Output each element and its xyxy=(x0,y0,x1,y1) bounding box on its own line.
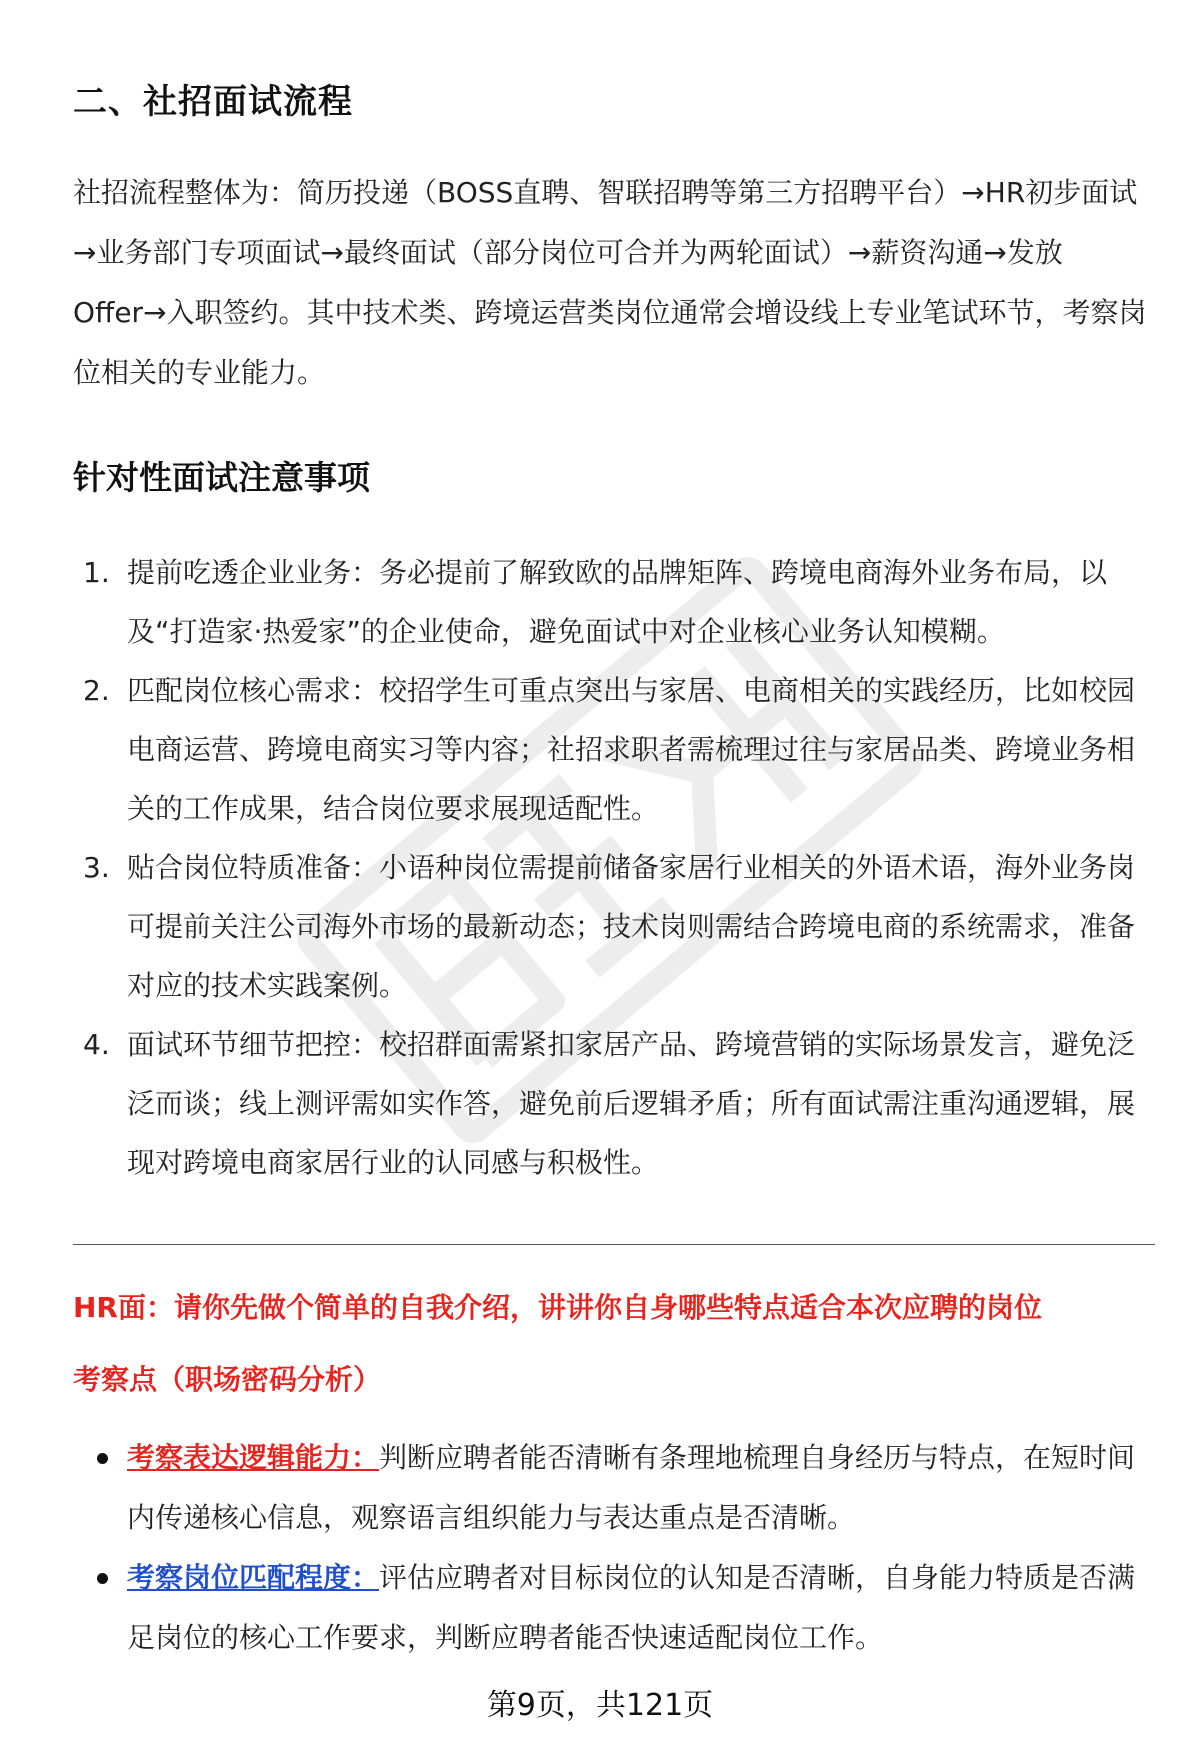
list-item xyxy=(73,1548,1155,1668)
intro-paragraph: 社招流程整体为：简历投递（BOSS直聘、智联招聘等第三方招聘平台）→HR初步面试→业务部门专项面试→最终面试（部分岗位可合并为两轮面试）→薪资沟通→发放Offer→入职签约。其中技术类、跨境运营类岗位通常会增设线上专业笔试环节，考察岗位相关的专业能力。 xyxy=(73,176,1147,389)
list-item xyxy=(73,1015,1155,1192)
tips-list xyxy=(73,543,1155,1192)
section-title: 二、社招面试流程 xyxy=(73,82,353,122)
bullet-icon xyxy=(97,1573,108,1584)
hr-question: HR面：请你先做个简单的自我介绍，讲讲你自身哪些特点适合本次应聘的岗位 xyxy=(73,1291,1042,1324)
list-item-text: 匹配岗位核心需求：校招学生可重点突出与家居、电商相关的实践经历，比如校园电商运营、跨境电商实习等内容；社招求职者需梳理过往与家居品类、跨境业务相关的工作成果，结合岗位要求展现适配性。 xyxy=(127,674,1136,825)
list-item-text: 贴合岗位特质准备：小语种岗位需提前储备家居行业相关的外语术语，海外业务岗可提前关注公司海外市场的最新动态；技术岗则需结合跨境电商的系统需求，准备对应的技术实践案例。 xyxy=(127,851,1136,1002)
page-footer: 第9页，共121页 xyxy=(486,1688,714,1723)
point-label[interactable]: 考察表达逻辑能力： xyxy=(127,1441,380,1474)
subsection-title: 针对性面试注意事项 xyxy=(73,458,370,497)
list-item-text: 面试环节细节把控：校招群面需紧扣家居产品、跨境营销的实际场景发言，避免泛泛而谈；线上测评需如实作答，避免前后逻辑矛盾；所有面试需注重沟通逻辑，展现对跨境电商家居行业的认同感与积极性。 xyxy=(127,1028,1136,1179)
list-number: 2. xyxy=(83,674,110,707)
list-number: 3. xyxy=(83,851,110,884)
list-item xyxy=(73,838,1155,1015)
horizontal-divider xyxy=(73,1244,1155,1245)
bullet-icon xyxy=(97,1453,108,1464)
point-label[interactable]: 考察岗位匹配程度： xyxy=(127,1561,380,1594)
list-number: 1. xyxy=(83,556,110,589)
analysis-title: 考察点（职场密码分析） xyxy=(73,1363,382,1396)
list-item xyxy=(73,543,1155,661)
list-item-text: 提前吃透企业业务：务必提前了解致欧的品牌矩阵、跨境电商海外业务布局，以及“打造家·热爱家”的企业使命，避免面试中对企业核心业务认知模糊。 xyxy=(127,556,1108,648)
point-text: 判断应聘者能否清晰有条理地梳理自身经历与特点，在短时间内传递核心信息，观察语言组织能力与表达重点是否清晰。 xyxy=(127,1441,1136,1534)
list-item xyxy=(73,661,1155,838)
point-text: 评估应聘者对目标岗位的认知是否清晰，自身能力特质是否满足岗位的核心工作要求，判断应聘者能否快速适配岗位工作。 xyxy=(127,1561,1136,1654)
list-number: 4. xyxy=(83,1028,110,1061)
list-item xyxy=(73,1428,1155,1548)
analysis-points-list xyxy=(73,1428,1155,1668)
